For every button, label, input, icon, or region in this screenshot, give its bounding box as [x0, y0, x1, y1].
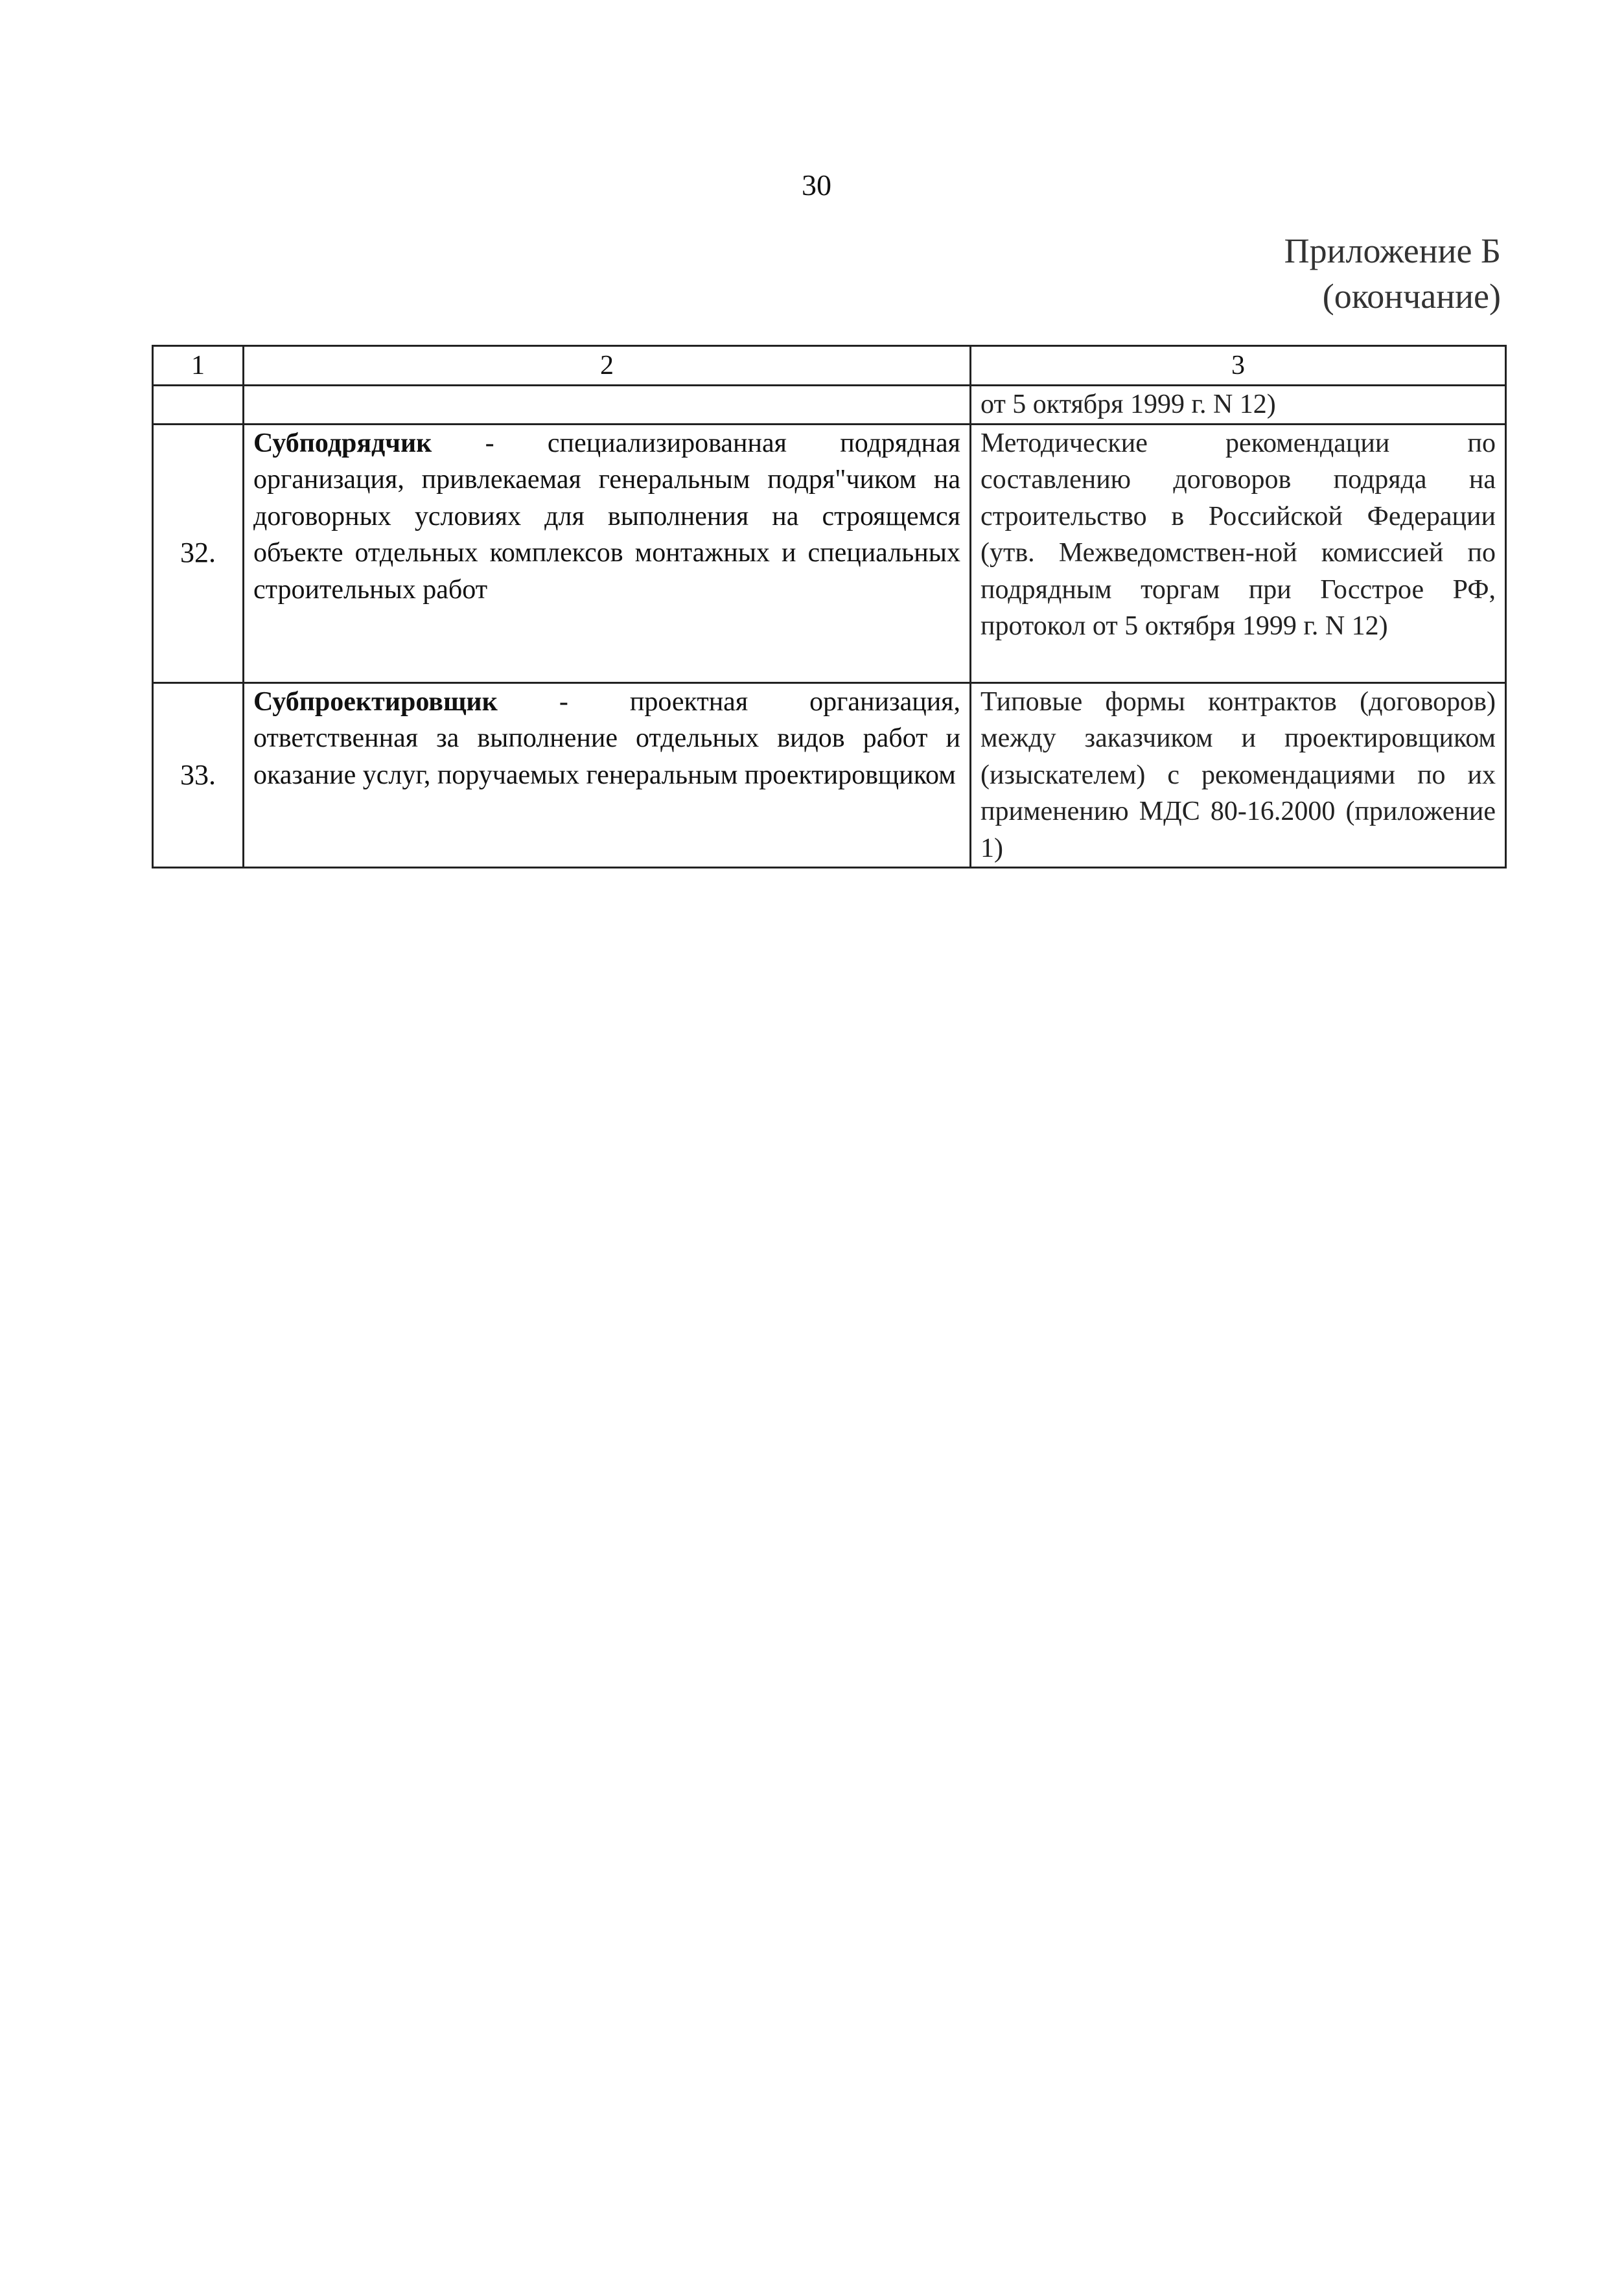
appendix-title: Приложение Б	[1284, 231, 1501, 270]
table-row	[153, 682, 1506, 868]
glossary-table	[152, 345, 1507, 868]
column-header-3: 3	[971, 346, 1506, 386]
source-cell: Методические рекомендации по составлению договоров подряда на строительство в Российской Федерации (утв. Межведомствен-ной комиссией по подрядным торгам при Госстрое РФ, протокол от 5 октября 1999 г. N 12)	[971, 424, 1506, 682]
table-header-row	[153, 346, 1506, 386]
row-number: 32.	[153, 424, 244, 682]
table-row	[153, 424, 1506, 682]
column-header-1: 1	[153, 346, 244, 386]
term-cell	[244, 424, 971, 682]
continuation-term-cell	[244, 386, 971, 425]
term-word: Субподрядчик	[253, 428, 432, 458]
continuation-source-cell: от 5 октября 1999 г. N 12)	[971, 386, 1506, 425]
appendix-subtitle: (окончание)	[1322, 277, 1501, 316]
term-word: Субпроектировщик	[253, 686, 498, 717]
term-separator: -	[497, 686, 630, 717]
row-number: 33.	[153, 682, 244, 868]
table-row-continuation	[153, 386, 1506, 425]
term-cell	[244, 682, 971, 868]
term-definition: проектная организация, ответственная за выполнение отдельных видов работ и оказание услуг, поручаемых генеральным проектировщиком	[253, 686, 960, 790]
appendix-heading	[1141, 228, 1501, 319]
term-definition: специализированная подрядная организация, привлекаемая генеральным подря"чиком на договорных условиях для выполнения на строящемся объекте отдельных комплексов монтажных и специальных строительных работ	[253, 428, 960, 605]
page-number: 30	[802, 169, 831, 202]
term-separator: -	[432, 428, 548, 458]
continuation-number-cell	[153, 386, 244, 425]
column-header-2: 2	[244, 346, 971, 386]
source-cell: Типовые формы контрактов (договоров) между заказчиком и проектировщиком (изыскателем) с рекомендациями по их применению МДС 80-16.2000 (приложение 1)	[971, 682, 1506, 868]
